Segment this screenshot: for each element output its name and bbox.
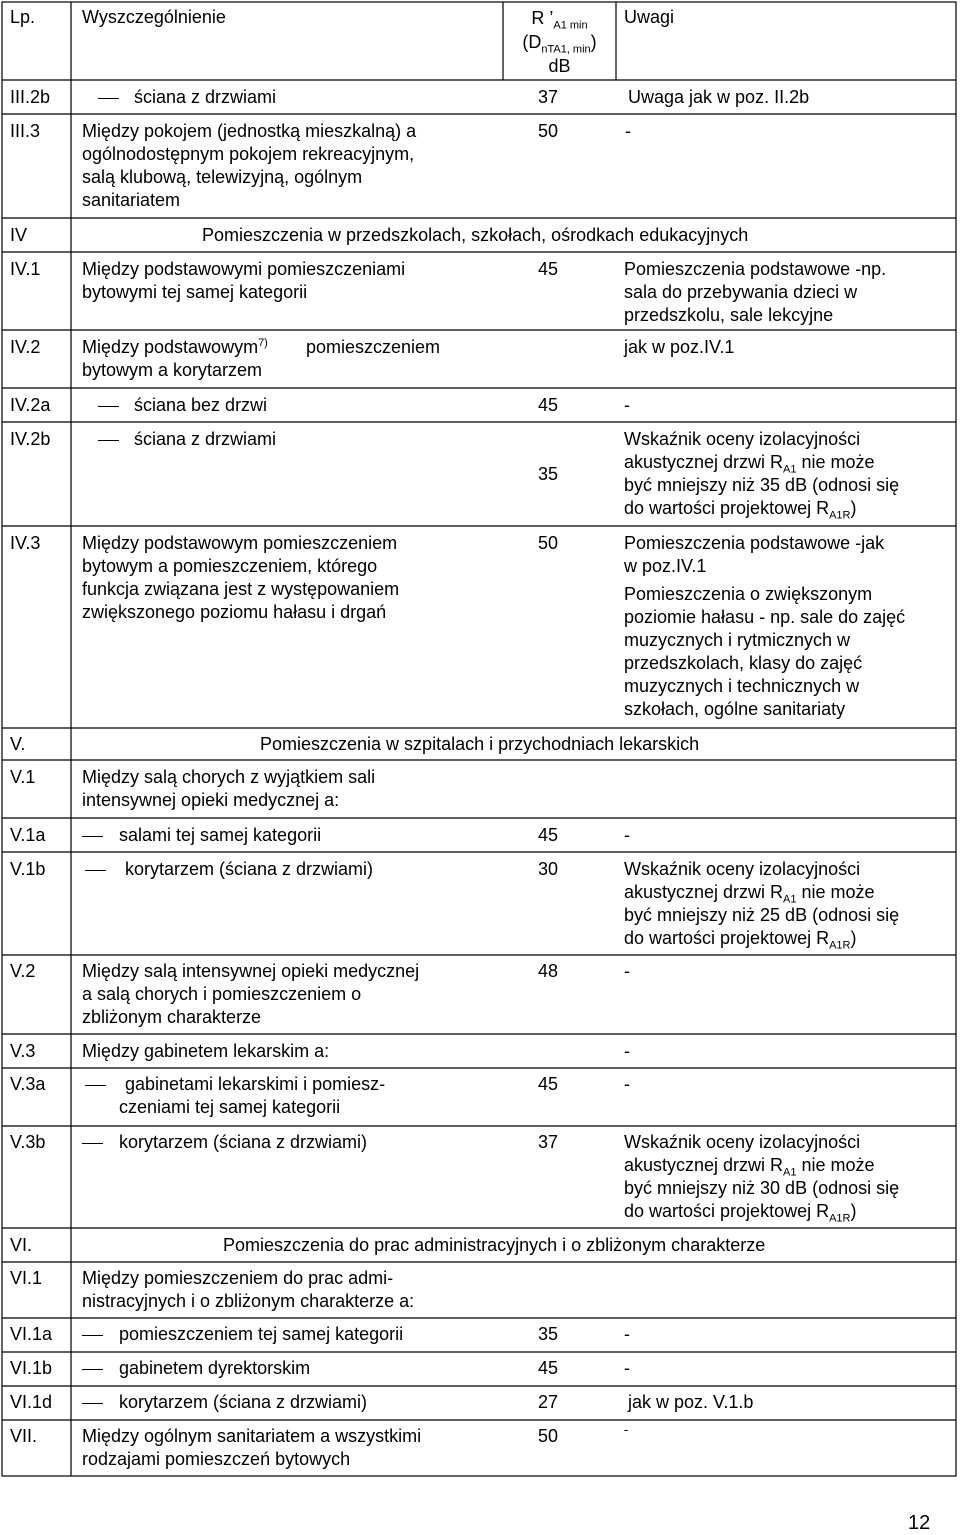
row-lp: VII. — [10, 1426, 38, 1446]
row-text: Między podstawowym$^{7)}$ — [82, 337, 268, 357]
row-note: do wartości projektowej $R_{A1R}$) — [624, 928, 857, 952]
dash-marker — [98, 98, 119, 99]
row-note: Pomieszczenia podstawowe -jak — [624, 533, 885, 553]
row-value: 27 — [538, 1392, 559, 1412]
row-lp: VI.1d — [10, 1392, 53, 1412]
row-value: 50 — [538, 1426, 559, 1446]
row-note: Pomieszczenia podstawowe -np. — [624, 259, 887, 279]
row-note: Wskaźnik oceny izolacyjności — [624, 859, 861, 879]
row-text: intensywnej opieki medycznej a: — [82, 790, 340, 810]
row-lp: III.3 — [10, 121, 41, 141]
header-notes: Uwagi — [624, 7, 675, 27]
row-note: być mniejszy niż 35 dB (odnosi się — [624, 475, 900, 495]
section-lp: V. — [10, 734, 26, 754]
row-note: jak w poz. V.1.b — [628, 1392, 754, 1412]
row-value: 45 — [538, 1358, 559, 1378]
row-text: czeniami tej samej kategorii — [119, 1097, 341, 1117]
row-text: rodzajami pomieszczeń bytowych — [82, 1449, 351, 1469]
row-note: akustycznej drzwi $R_{A1}$ nie może — [624, 452, 875, 476]
row-note: - — [624, 825, 630, 845]
header-r-value: R $’_{A1 min}$ $(D_{nTA1, min})$ dB — [522, 8, 597, 76]
row-lp: IV.1 — [10, 259, 41, 279]
row-value: 30 — [538, 859, 559, 879]
row-note: Wskaźnik oceny izolacyjności — [624, 1132, 861, 1152]
row-note: poziomie hałasu - np. sale do zajęć — [624, 607, 906, 627]
row-lp: IV.2a — [10, 395, 51, 415]
row-note: przedszkolach, klasy do zajęć — [624, 653, 863, 673]
row-note: Pomieszczenia o zwiększonym — [624, 584, 873, 604]
row-text: gabinetem dyrektorskim — [119, 1358, 311, 1378]
row-text: pomieszczeniem tej samej kategorii — [119, 1324, 404, 1344]
row-note: - — [624, 961, 630, 981]
row-lp: V.2 — [10, 961, 36, 981]
row-text: pomieszczeniem — [306, 337, 441, 357]
dash-marker — [98, 440, 119, 441]
section-title: Pomieszczenia do prac administracyjnych i o zbliżonym charakterze — [223, 1235, 766, 1255]
row-lp: III.2b — [10, 87, 51, 107]
row-text: Między podstawowymi pomieszczeniami — [82, 259, 406, 279]
dash-marker — [82, 1335, 103, 1336]
row-text: ściana z drzwiami — [134, 87, 277, 107]
row-lp: VI.1b — [10, 1358, 53, 1378]
row-note: być mniejszy niż 25 dB (odnosi się — [624, 905, 900, 925]
row-note: w poz.IV.1 — [624, 556, 707, 576]
row-note: akustycznej drzwi $R_{A1}$ nie może — [624, 882, 875, 906]
row-text: bytowym a korytarzem — [82, 360, 263, 380]
row-lp: IV.3 — [10, 533, 41, 553]
row-text: Między podstawowym pomieszczeniem — [82, 533, 398, 553]
section-title: Pomieszczenia w przedszkolach, szkołach, ośrodkach edukacyjnych — [202, 225, 749, 245]
row-note: być mniejszy niż 30 dB (odnosi się — [624, 1178, 900, 1198]
row-text: salami tej samej kategorii — [119, 825, 322, 845]
row-text: bytowymi tej samej kategorii — [82, 282, 308, 302]
section-title: Pomieszczenia w szpitalach i przychodniach lekarskich — [260, 734, 700, 754]
row-note: - — [624, 1358, 630, 1378]
row-note: - — [624, 1074, 630, 1094]
row-text: salą klubową, telewizyjną, ogólnym — [82, 167, 363, 187]
page-number: 12 — [908, 1512, 931, 1534]
row-value: 35 — [538, 464, 559, 484]
row-text: nistracyjnych i o zbliżonym charakterze a: — [82, 1291, 415, 1311]
row-note: Uwaga jak w poz. II.2b — [628, 87, 810, 107]
row-note: muzycznych i technicznych w — [624, 676, 860, 696]
row-note: muzycznych i rytmicznych w — [624, 630, 851, 650]
row-text: bytowym a pomieszczeniem, którego — [82, 556, 378, 576]
row-text: gabinetami lekarskimi i pomiesz- — [125, 1074, 386, 1094]
row-note: - — [624, 395, 630, 415]
row-note: do wartości projektowej $R_{A1R}$) — [624, 1201, 857, 1225]
row-lp: V.1 — [10, 767, 36, 787]
row-value: 37 — [538, 87, 559, 107]
dash-marker — [82, 1143, 103, 1144]
row-value: 45 — [538, 1074, 559, 1094]
row-note: akustycznej drzwi $R_{A1}$ nie może — [624, 1155, 875, 1179]
row-text: Między ogólnym sanitariatem a wszystkimi — [82, 1426, 422, 1446]
dash-marker — [82, 1403, 103, 1404]
row-text: Między salą chorych z wyjątkiem sali — [82, 767, 376, 787]
row-value: 50 — [538, 533, 559, 553]
row-lp: VI.1a — [10, 1324, 53, 1344]
row-text: ściana bez drzwi — [134, 395, 268, 415]
row-lp: V.1a — [10, 825, 46, 845]
row-note: przedszkolu, sale lekcyjne — [624, 305, 834, 325]
row-value: 45 — [538, 825, 559, 845]
row-lp: V.3 — [10, 1041, 36, 1061]
row-lp: IV.2b — [10, 429, 51, 449]
row-note: jak w poz.IV.1 — [624, 337, 735, 357]
row-text: korytarzem (ściana z drzwiami) — [125, 859, 374, 879]
row-text: Między pomieszczeniem do prac admi- — [82, 1268, 394, 1288]
dash-marker — [98, 406, 119, 407]
dash-marker — [85, 870, 106, 871]
row-text: korytarzem (ściana z drzwiami) — [119, 1392, 368, 1412]
row-value: 45 — [538, 259, 559, 279]
row-value: 35 — [538, 1324, 559, 1344]
row-text: korytarzem (ściana z drzwiami) — [119, 1132, 368, 1152]
row-note: szkołach, ogólne sanitariaty — [624, 699, 846, 719]
row-lp: V.1b — [10, 859, 46, 879]
row-note: - — [625, 121, 631, 141]
section-lp: IV — [10, 225, 28, 245]
row-note: do wartości projektowej $R_{A1R}$) — [624, 498, 857, 522]
row-text: ogólnodostępnym pokojem rekreacyjnym, — [82, 144, 415, 164]
row-text: ściana z drzwiami — [134, 429, 277, 449]
row-value: 48 — [538, 961, 559, 981]
row-text: Między salą intensywnej opieki medycznej — [82, 961, 420, 981]
row-value: 50 — [538, 121, 559, 141]
dash-marker — [82, 1369, 103, 1370]
row-note: - — [624, 1324, 630, 1344]
dash-marker — [82, 836, 103, 837]
row-note: - — [624, 1041, 630, 1061]
row-value: 45 — [538, 395, 559, 415]
row-text: sanitariatem — [82, 190, 181, 210]
header-specification: Wyszczególnienie — [82, 7, 226, 27]
header-lp: Lp. — [10, 7, 36, 27]
row-text: Między pokojem (jednostką mieszkalną) a — [82, 121, 417, 141]
row-text: funkcja związana jest z występowaniem — [82, 579, 400, 599]
row-lp: VI.1 — [10, 1268, 43, 1288]
row-note: sala do przebywania dzieci w — [624, 282, 858, 302]
row-text: Między gabinetem lekarskim a: — [82, 1041, 330, 1061]
row-lp: IV.2 — [10, 337, 41, 357]
row-text: zbliżonym charakterze — [82, 1007, 262, 1027]
row-text: a salą chorych i pomieszczeniem o — [82, 984, 362, 1004]
row-value: 37 — [538, 1132, 559, 1152]
row-note: Wskaźnik oceny izolacyjności — [624, 429, 861, 449]
row-note: - — [624, 1422, 629, 1437]
row-text: zwiększonego poziomu hałasu i drgań — [82, 602, 387, 622]
dash-marker — [85, 1085, 106, 1086]
row-lp: V.3a — [10, 1074, 46, 1094]
section-lp: VI. — [10, 1235, 33, 1255]
row-lp: V.3b — [10, 1132, 46, 1152]
